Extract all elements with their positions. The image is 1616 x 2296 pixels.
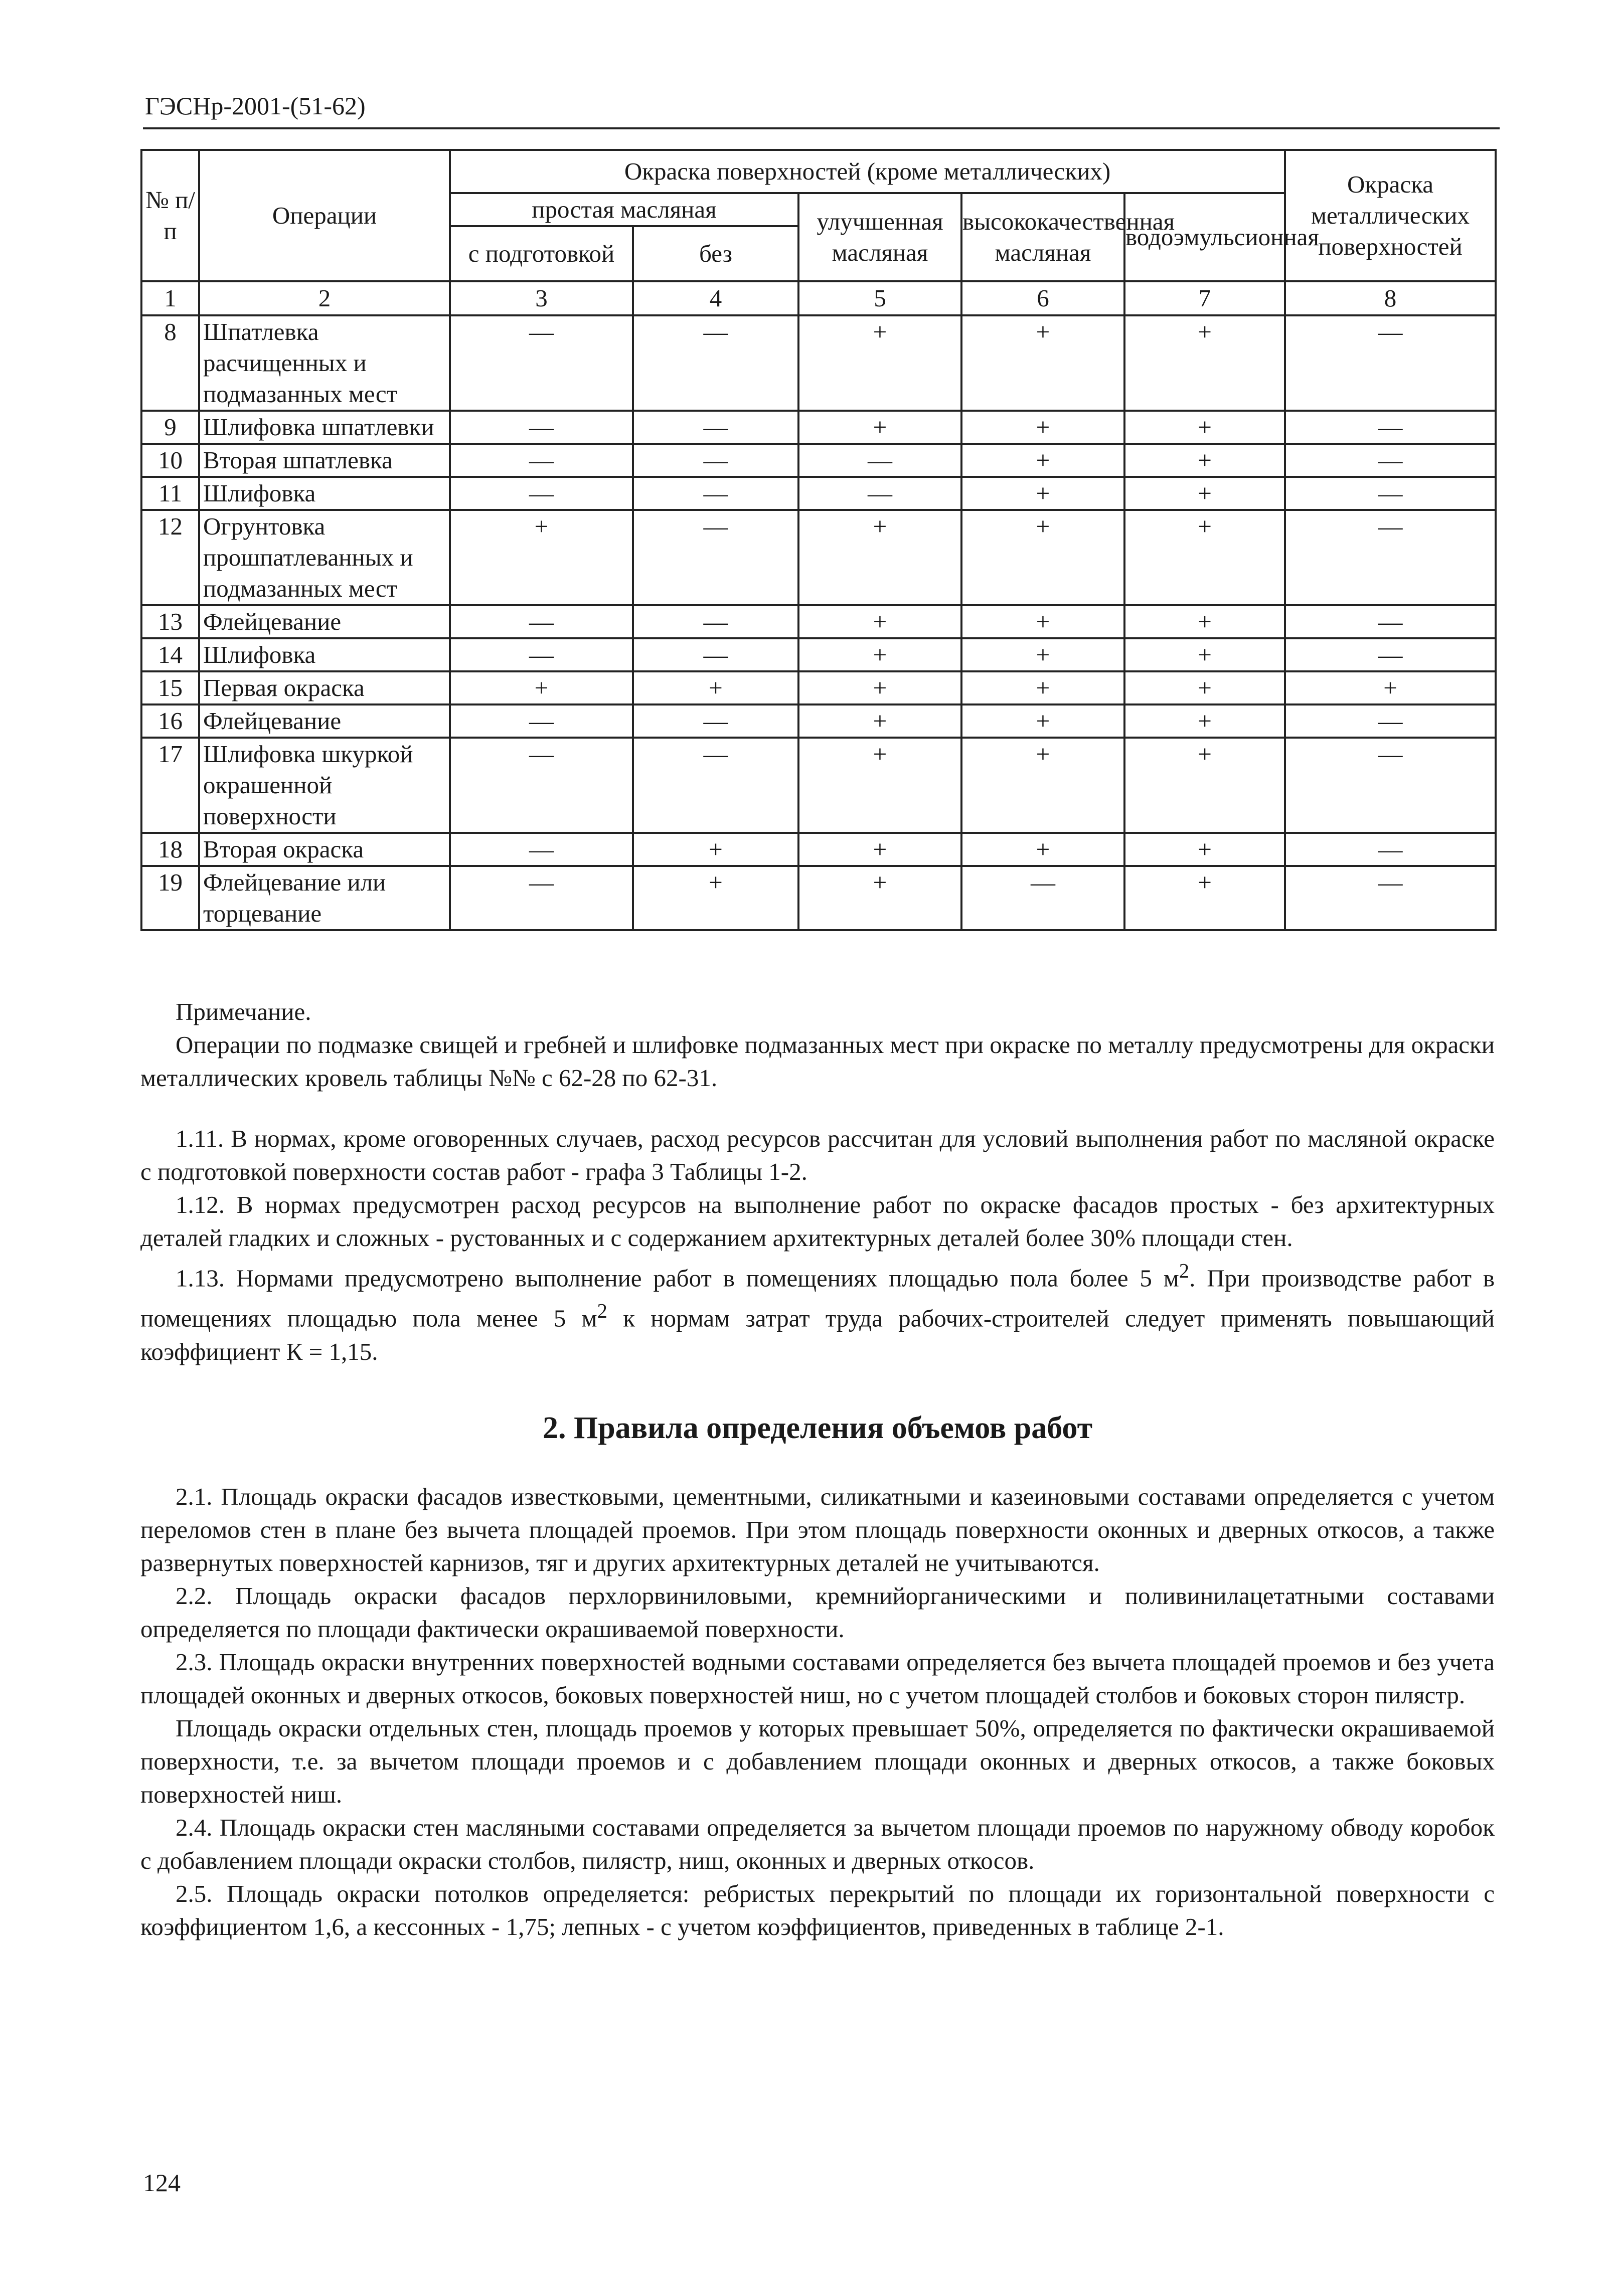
applicability-mark: — [1285, 411, 1496, 444]
row-number: 19 [141, 866, 199, 930]
column-number: 2 [199, 281, 450, 315]
applicability-mark: + [961, 833, 1124, 866]
note-block [140, 995, 1495, 1095]
applicability-mark: + [1124, 510, 1285, 605]
applicability-mark: + [1285, 671, 1496, 704]
operations-table [140, 149, 1497, 931]
header-improved: улучшенная масляная [798, 193, 961, 281]
column-number: 1 [141, 281, 199, 315]
operation-name: Шпатлевка расчищенных и подмазанных мест [199, 315, 450, 411]
paragraph-2-5: 2.5. Площадь окраски потолков определяется: ребристых перекрытий по площади их горизонтальной поверхности с коэффициентом 1,6, а кессонных - 1,75; лепных - с учетом коэффициентов, приведенных в таблице 2-1. [140, 1880, 1495, 1940]
column-number: 8 [1285, 281, 1496, 315]
row-number: 15 [141, 671, 199, 704]
applicability-mark: — [633, 638, 798, 671]
paragraph-1-12: 1.12. В нормах предусмотрен расход ресурсов на выполнение работ по окраске фасадов простых - без архитектурных деталей гладких и сложных - рустованных и с содержанием архитектурных деталей более 30% площади стен. [140, 1191, 1495, 1252]
applicability-mark: — [450, 704, 633, 738]
applicability-mark: — [450, 638, 633, 671]
applicability-mark: + [961, 510, 1124, 605]
header-operations: Операции [199, 150, 450, 281]
applicability-mark: + [798, 638, 961, 671]
applicability-mark: — [633, 444, 798, 477]
column-number: 7 [1124, 281, 1285, 315]
applicability-mark: — [961, 866, 1124, 930]
applicability-mark: — [450, 315, 633, 411]
applicability-mark: + [961, 738, 1124, 833]
applicability-mark: — [1285, 704, 1496, 738]
column-number: 5 [798, 281, 961, 315]
applicability-mark: — [1285, 833, 1496, 866]
applicability-mark: + [961, 704, 1124, 738]
row-number: 16 [141, 704, 199, 738]
paragraph-2-1: 2.1. Площадь окраски фасадов известковыми, цементными, силикатными и казеиновыми составами определяется с учетом переломов стен в плане без вычета площадей проемов. При этом площадь поверхности оконных и дверных откосов, а также развернутых поверхностей карнизов, тяг и других архитектурных деталей не учитываются. [140, 1483, 1495, 1576]
applicability-mark: + [961, 444, 1124, 477]
applicability-mark: — [1285, 510, 1496, 605]
column-number: 4 [633, 281, 798, 315]
operation-name: Флейцевание [199, 605, 450, 638]
applicability-mark: — [633, 315, 798, 411]
applicability-mark: — [1285, 866, 1496, 930]
document-code: ГЭСНр-2001-(51-62) [145, 92, 366, 120]
applicability-mark: + [1124, 477, 1285, 510]
applicability-mark: — [450, 444, 633, 477]
header-with-prep: с подготовкой [450, 226, 633, 281]
note-title: Примечание. [176, 998, 311, 1025]
table-row [141, 638, 1496, 671]
page-header [143, 89, 1500, 129]
applicability-mark: — [798, 444, 961, 477]
applicability-mark: + [798, 671, 961, 704]
applicability-mark: — [1285, 605, 1496, 638]
applicability-mark: — [798, 477, 961, 510]
paragraph-1-11: 1.11. В нормах, кроме оговоренных случаев, расход ресурсов рассчитан для условий выполнения работ по масляной окраске с подготовкой поверхности состав работ - графа 3 Таблицы 1-2. [140, 1125, 1495, 1185]
row-number: 11 [141, 477, 199, 510]
applicability-mark: + [798, 605, 961, 638]
applicability-mark: — [633, 510, 798, 605]
row-number: 9 [141, 411, 199, 444]
paragraph-2-3: 2.3. Площадь окраски внутренних поверхностей водными составами определяется без вычета площадей проемов и без учета площадей оконных и дверных откосов, боковых поверхностей ниш, но с учетом площадей столбов и боковых сторон пилястр. [140, 1648, 1495, 1709]
header-no: № п/п [141, 150, 199, 281]
header-high-quality: высококачественная масляная [961, 193, 1124, 281]
applicability-mark: — [1285, 738, 1496, 833]
applicability-mark: — [1285, 477, 1496, 510]
applicability-mark: + [798, 866, 961, 930]
note-text: Операции по подмазке свищей и гребней и шлифовке подмазанных мест при окраске по металлу предусмотрены для окраски металлических кровель таблицы №№ с 62-28 по 62-31. [140, 1031, 1495, 1092]
table-row [141, 866, 1496, 930]
applicability-mark: + [1124, 738, 1285, 833]
applicability-mark: — [450, 833, 633, 866]
applicability-mark: + [633, 671, 798, 704]
applicability-mark: + [961, 411, 1124, 444]
applicability-mark: + [798, 738, 961, 833]
table-row [141, 411, 1496, 444]
header-surfaces-group: Окраска поверхностей (кроме металлических) [450, 150, 1285, 193]
page-number: 124 [143, 2169, 181, 2197]
applicability-mark: — [1285, 638, 1496, 671]
table-row [141, 510, 1496, 605]
row-number: 10 [141, 444, 199, 477]
table-row [141, 477, 1496, 510]
operation-name: Шлифовка шпатлевки [199, 411, 450, 444]
section-2-body [140, 1480, 1495, 1944]
table-row [141, 444, 1496, 477]
applicability-mark: — [450, 411, 633, 444]
applicability-mark: — [450, 738, 633, 833]
applicability-mark: — [450, 477, 633, 510]
applicability-mark: + [633, 833, 798, 866]
applicability-mark: — [1285, 315, 1496, 411]
column-number: 6 [961, 281, 1124, 315]
applicability-mark: — [633, 605, 798, 638]
applicability-mark: — [1285, 444, 1496, 477]
operation-name: Огрунтовка прошпатлеванных и подмазанных мест [199, 510, 450, 605]
applicability-mark: + [1124, 866, 1285, 930]
applicability-mark: — [450, 866, 633, 930]
header-metal: Окраска металлических поверхностей [1285, 150, 1496, 281]
table-row [141, 671, 1496, 704]
section-2-heading: 2. Правила определения объемов работ [542, 1411, 1093, 1445]
row-number: 8 [141, 315, 199, 411]
table-row [141, 704, 1496, 738]
header-without: без [633, 226, 798, 281]
applicability-mark: + [1124, 411, 1285, 444]
operation-name: Вторая шпатлевка [199, 444, 450, 477]
applicability-mark: + [798, 315, 961, 411]
applicability-mark: + [798, 704, 961, 738]
operation-name: Флейцевание или торцевание [199, 866, 450, 930]
table-row [141, 738, 1496, 833]
operation-name: Шлифовка шкуркой окрашенной поверхности [199, 738, 450, 833]
column-number: 3 [450, 281, 633, 315]
applicability-mark: + [1124, 605, 1285, 638]
applicability-mark: + [961, 671, 1124, 704]
table-row [141, 833, 1496, 866]
applicability-mark: + [798, 411, 961, 444]
operation-name: Первая окраска [199, 671, 450, 704]
applicability-mark: — [633, 477, 798, 510]
applicability-mark: — [450, 605, 633, 638]
applicability-mark: + [798, 833, 961, 866]
row-number: 18 [141, 833, 199, 866]
applicability-mark: + [961, 315, 1124, 411]
applicability-mark: + [961, 605, 1124, 638]
general-provisions [140, 1122, 1495, 1368]
applicability-mark: + [1124, 638, 1285, 671]
applicability-mark: + [450, 510, 633, 605]
row-number: 17 [141, 738, 199, 833]
header-simple-oil: простая масляная [450, 193, 798, 226]
applicability-mark: + [798, 510, 961, 605]
paragraph-2-2: 2.2. Площадь окраски фасадов перхлорвиниловыми, кремнийорганическими и поливинилацетатными составами определяется по площади фактически окрашиваемой поверхности. [140, 1582, 1495, 1643]
row-number: 12 [141, 510, 199, 605]
column-numbers-row [141, 281, 1496, 315]
operation-name: Шлифовка [199, 638, 450, 671]
applicability-mark: — [633, 704, 798, 738]
applicability-mark: + [1124, 833, 1285, 866]
paragraph-walls: Площадь окраски отдельных стен, площадь проемов у которых превышает 50%, определяется по фактически окрашиваемой поверхности, т.е. за вычетом площади проемов и с добавлением площади оконных и дверных откосов, а также боковых поверхностей ниш. [140, 1714, 1495, 1808]
table-row [141, 315, 1496, 411]
applicability-mark: + [450, 671, 633, 704]
applicability-mark: + [961, 638, 1124, 671]
applicability-mark: — [633, 411, 798, 444]
applicability-mark: + [1124, 315, 1285, 411]
applicability-mark: + [961, 477, 1124, 510]
operation-name: Флейцевание [199, 704, 450, 738]
applicability-mark: + [1124, 444, 1285, 477]
header-water-emulsion: водоэмульсионная [1124, 193, 1285, 281]
row-number: 14 [141, 638, 199, 671]
paragraph-1-13: 1.13. Нормами предусмотрено выполнение работ в помещениях площадью пола более 5 $м^2$. При производстве работ в помещениях площадью пола менее 5 $м^2$ к нормам затрат труда рабочих-строителей следует применять повышающий коэффициент К = 1,15. [140, 1260, 1495, 1365]
table-row [141, 605, 1496, 638]
applicability-mark: — [633, 738, 798, 833]
row-number: 13 [141, 605, 199, 638]
applicability-mark: + [1124, 704, 1285, 738]
operation-name: Вторая окраска [199, 833, 450, 866]
applicability-mark: + [1124, 671, 1285, 704]
operation-name: Шлифовка [199, 477, 450, 510]
paragraph-2-4: 2.4. Площадь окраски стен масляными составами определяется за вычетом площади проемов по наружному обводу коробок с добавлением площади окраски столбов, пилястр, ниш, оконных и дверных откосов. [140, 1814, 1495, 1874]
applicability-mark: + [633, 866, 798, 930]
